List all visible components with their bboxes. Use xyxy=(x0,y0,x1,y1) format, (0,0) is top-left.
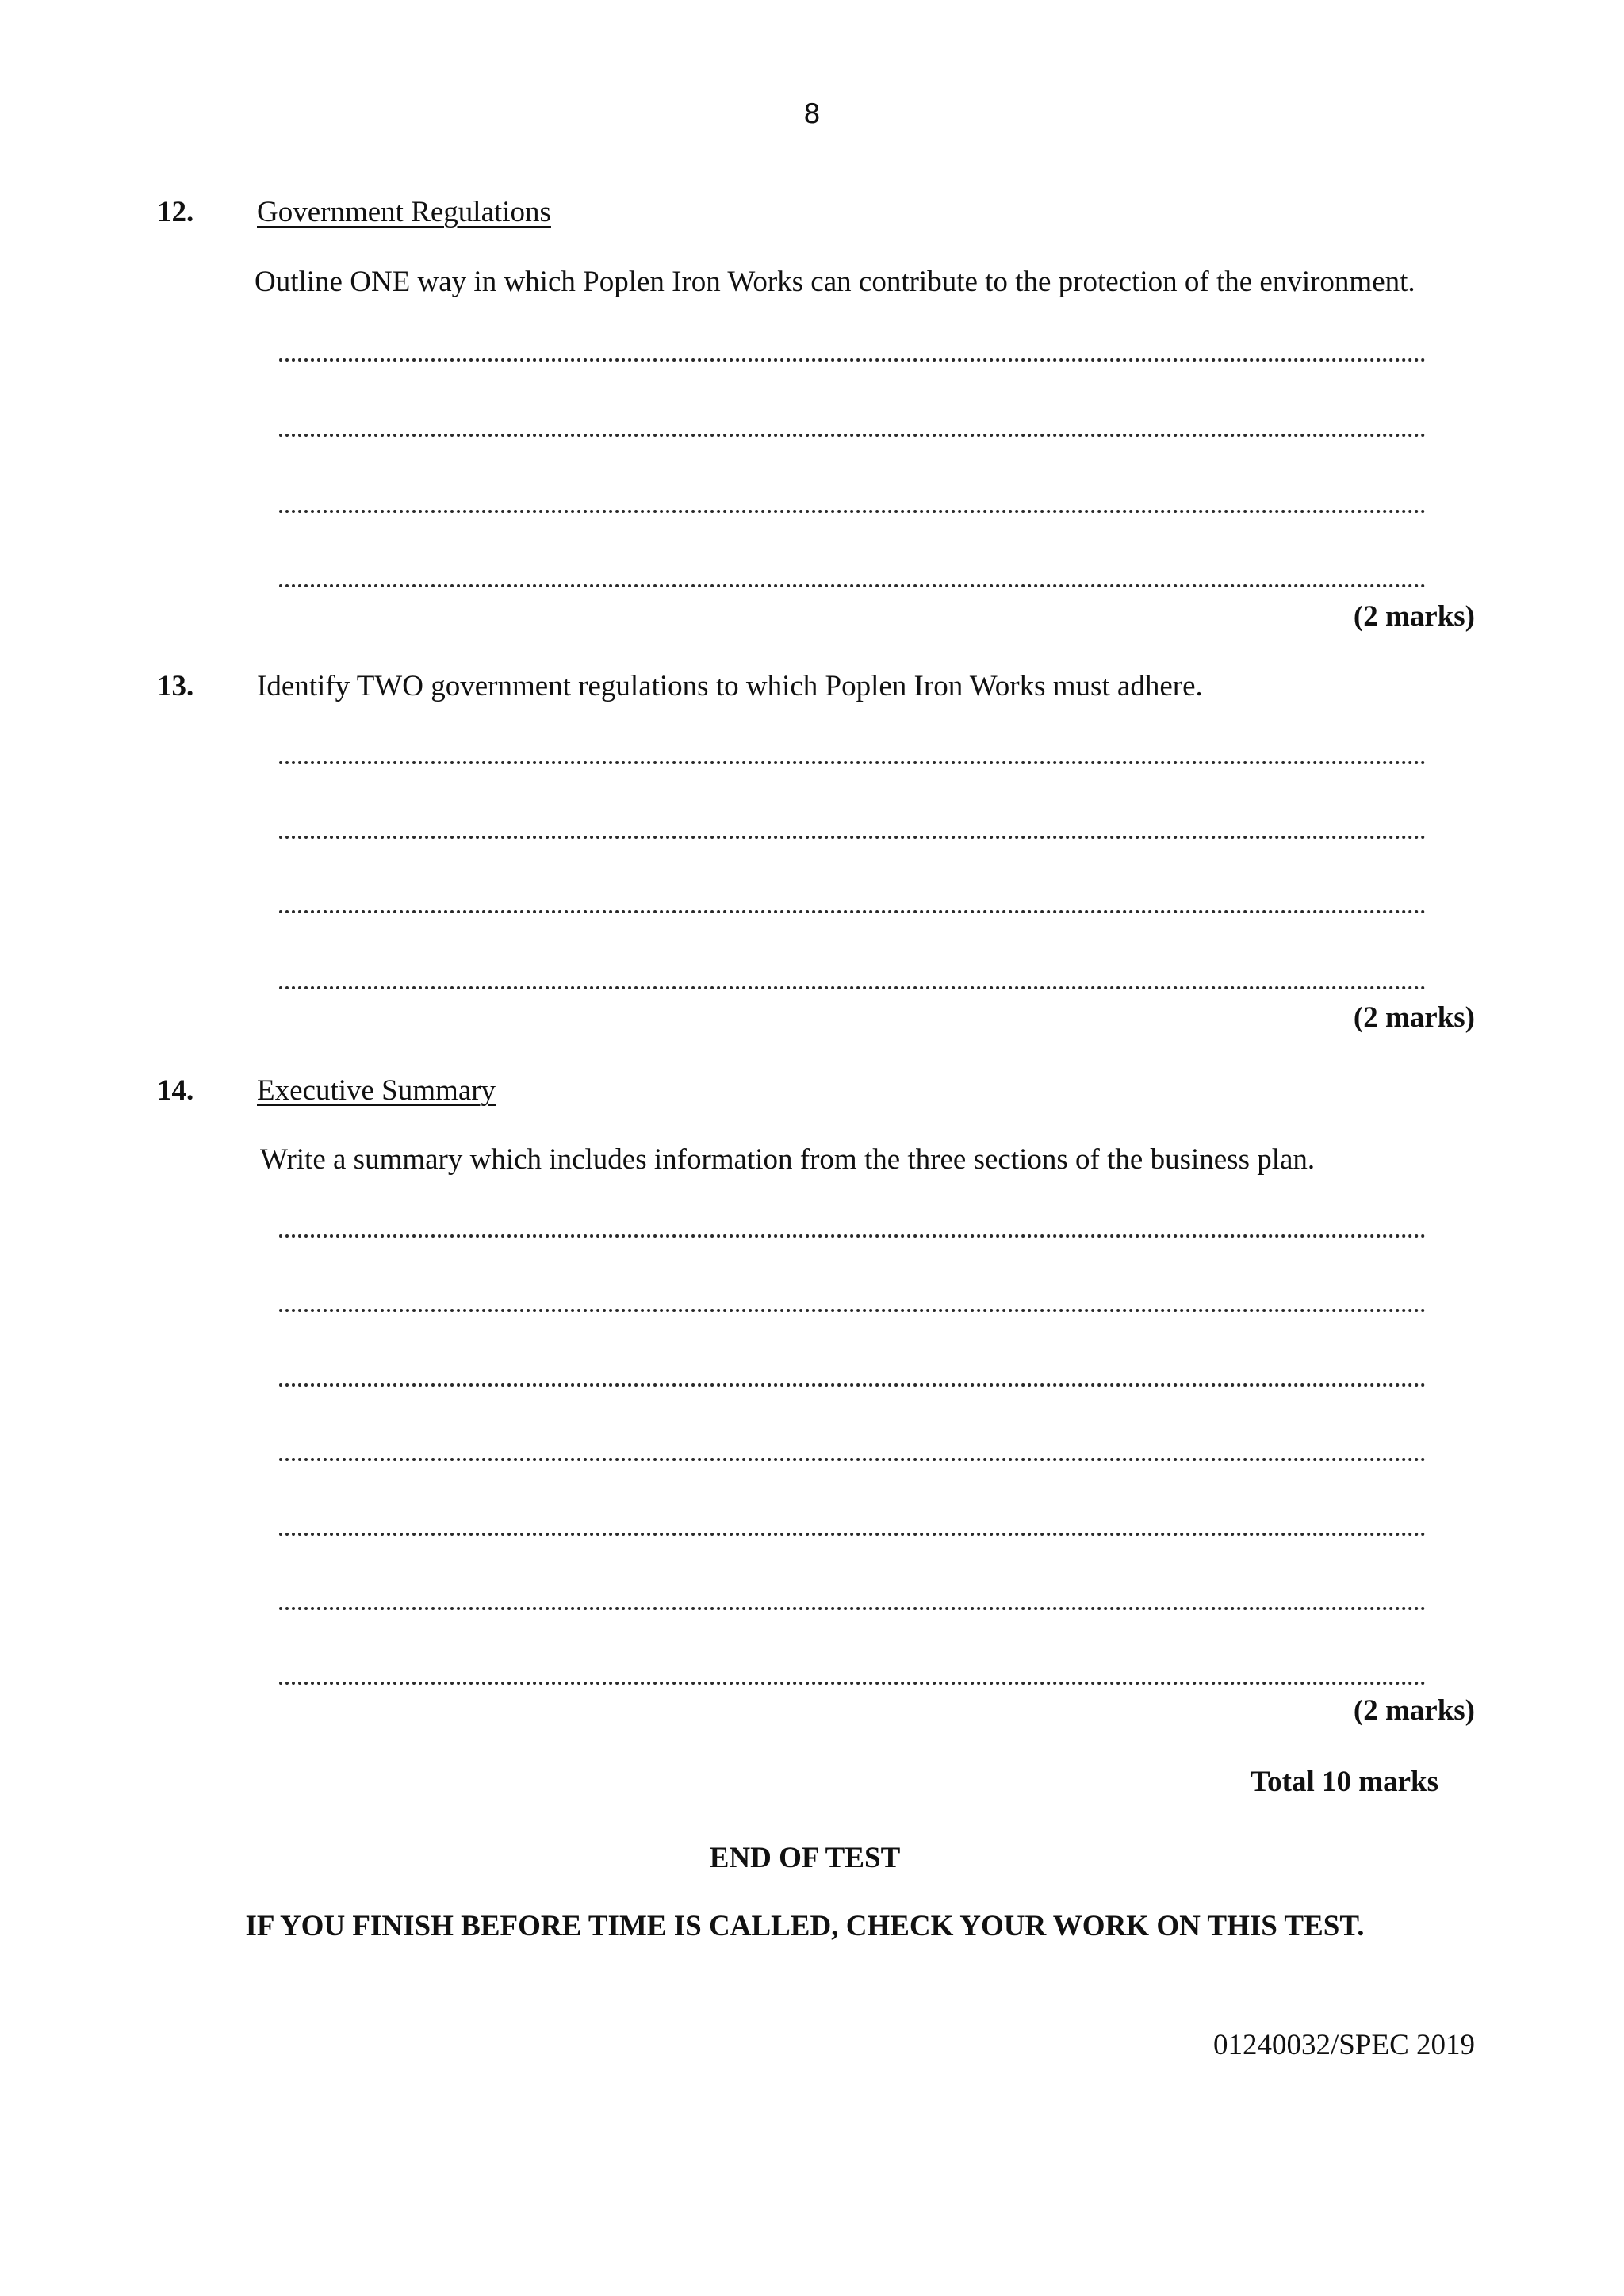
answer-line[interactable] xyxy=(279,910,1426,913)
question-text: Write a summary which includes information from the three sections of the business plan. xyxy=(260,1143,1316,1176)
answer-line[interactable] xyxy=(279,1682,1426,1685)
question-text: Identify TWO government regulations to which Poplen Iron Works must adhere. xyxy=(257,670,1203,702)
answer-line[interactable] xyxy=(279,1234,1426,1238)
total-marks: Total 10 marks xyxy=(1250,1766,1438,1798)
answer-line[interactable] xyxy=(279,1383,1426,1387)
answer-line[interactable] xyxy=(279,761,1426,764)
answer-line[interactable] xyxy=(279,510,1426,513)
question-number: 14. xyxy=(157,1074,194,1107)
question-heading: Government Regulations xyxy=(257,196,551,228)
question-number: 12. xyxy=(157,196,194,228)
end-of-test-title: END OF TEST xyxy=(709,1842,901,1874)
question-text: Outline ONE way in which Poplen Iron Works can contribute to the protection of the environment. xyxy=(255,266,1415,298)
answer-line[interactable] xyxy=(279,1607,1426,1610)
question-number: 13. xyxy=(157,670,194,702)
answer-line[interactable] xyxy=(279,836,1426,839)
footer-code: 01240032/SPEC 2019 xyxy=(1213,2029,1475,2061)
end-of-test-note: IF YOU FINISH BEFORE TIME IS CALLED, CHECK YOUR WORK ON THIS TEST. xyxy=(245,1910,1365,1942)
answer-line[interactable] xyxy=(279,584,1426,587)
answer-line[interactable] xyxy=(279,1458,1426,1461)
marks-label: (2 marks) xyxy=(1353,1001,1475,1034)
answer-line[interactable] xyxy=(279,986,1426,989)
page-number: 8 xyxy=(803,98,821,130)
answer-line[interactable] xyxy=(279,1309,1426,1312)
marks-label: (2 marks) xyxy=(1353,1694,1475,1727)
marks-label: (2 marks) xyxy=(1353,600,1475,633)
answer-line[interactable] xyxy=(279,1533,1426,1536)
question-heading: Executive Summary xyxy=(257,1074,496,1107)
answer-line[interactable] xyxy=(279,434,1426,437)
answer-line[interactable] xyxy=(279,358,1426,362)
